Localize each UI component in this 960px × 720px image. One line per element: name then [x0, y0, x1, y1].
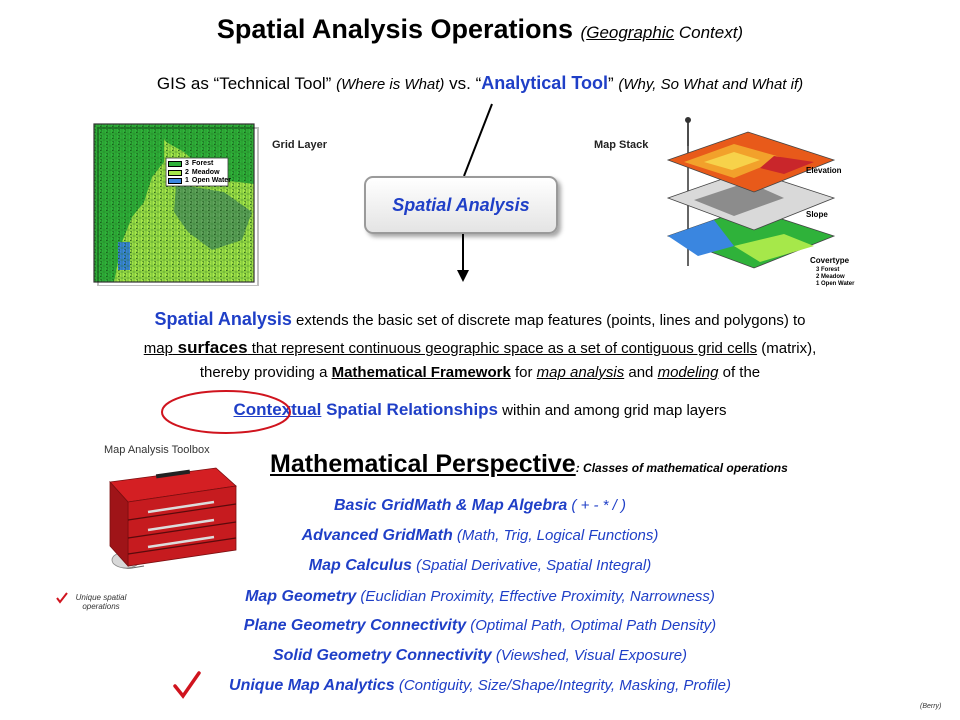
grid-layer-label: Grid Layer — [272, 139, 328, 151]
grid-legend-item: 3 Forest — [168, 160, 231, 169]
operation-item: Solid Geometry Connectivity (Viewshed, Visual Exposure) — [272, 647, 688, 664]
operation-item: Map Calculus (Spatial Derivative, Spatial Integral) — [308, 557, 652, 574]
legend-swatch-forest — [168, 161, 182, 167]
legend-swatch-meadow — [168, 170, 182, 176]
spatial-analysis-box: Spatial Analysis — [364, 176, 558, 234]
analytical-tool-text: Analytical Tool — [481, 73, 608, 93]
map-stack-label: Map Stack — [594, 139, 649, 151]
map-stack-figure — [664, 116, 864, 292]
grid-legend — [168, 160, 231, 186]
contextual-circle — [156, 386, 296, 438]
grid-layer-figure — [92, 122, 260, 286]
operation-item: Advanced GridMath (Math, Trig, Logical Functions) — [301, 527, 659, 544]
paragraph-line-2: map surfaces that represent continuous geographic space as a set of contiguous grid cells (matrix), — [143, 338, 817, 357]
operation-item: Unique Map Analytics (Contiguity, Size/Shape/Integrity, Masking, Profile) — [229, 677, 731, 694]
cover-legend-item: 1 Open Water — [816, 281, 855, 287]
grid-legend-item: 1 Open Water — [168, 177, 231, 186]
title-context: (Geographic Context) — [580, 23, 744, 42]
subtitle: GIS as “Technical Tool” (Where is What) vs. “Analytical Tool” (Why, So What and What if) — [156, 73, 804, 93]
check-icon — [172, 670, 202, 700]
cover-legend — [816, 267, 854, 288]
math-heading: Mathematical Perspective: Classes of mathematical operations — [270, 450, 788, 478]
page-title — [0, 14, 960, 45]
stack-label-covertype: Covertype — [810, 256, 850, 265]
stack-label-slope: Slope — [806, 210, 828, 219]
operation-item: Map Geometry (Euclidian Proximity, Effective Proximity, Narrowness) — [245, 588, 715, 605]
unique-operations-note: Unique spatial operations — [75, 593, 127, 611]
title-main: Spatial Analysis Operations — [216, 14, 574, 44]
operation-item: Plane Geometry Connectivity (Optimal Path, Optimal Path Density) — [243, 617, 717, 634]
paragraph-line-1: Spatial Analysis extends the basic set of discrete map features (points, lines and polygons) to — [154, 309, 806, 329]
paragraph-line-3: thereby providing a Mathematical Framework for map analysis and modeling of the — [199, 364, 761, 381]
grid-legend-item: 2 Meadow — [168, 169, 231, 178]
operation-item: Basic GridMath & Map Algebra ( + - * / ) — [334, 497, 626, 514]
stack-label-elevation: Elevation — [806, 166, 842, 175]
cover-legend-item: 3 Forest — [816, 267, 840, 273]
credit: (Berry) — [920, 703, 942, 710]
cover-legend-item: 2 Meadow — [816, 274, 845, 280]
toolbox-label: Map Analysis Toolbox — [104, 444, 210, 456]
legend-swatch-water — [168, 178, 182, 184]
paragraph-line-4: Contextual Spatial Relationships within and among grid map layers — [233, 400, 727, 419]
contextual-text: Contextual — [233, 400, 322, 419]
